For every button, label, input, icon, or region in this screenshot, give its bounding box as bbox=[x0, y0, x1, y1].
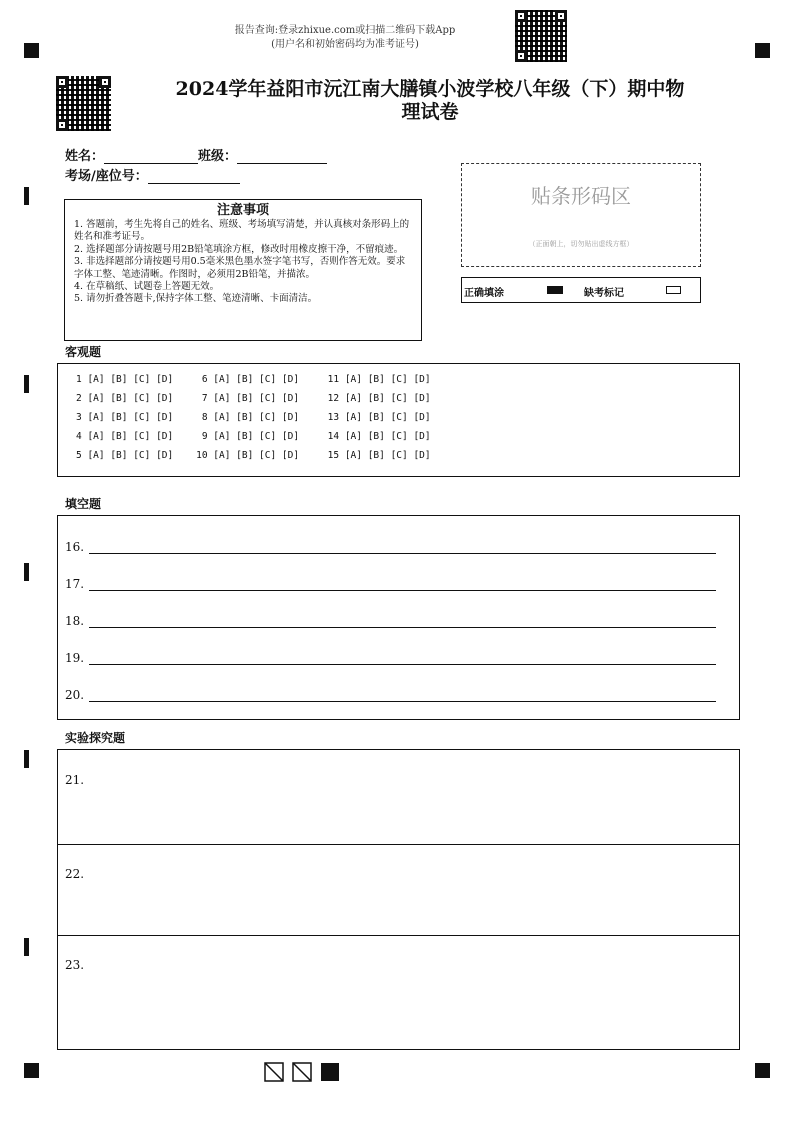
notice-heading: 注意事项 bbox=[216, 203, 269, 218]
question-number: 21. bbox=[65, 773, 85, 787]
question-number: 20. bbox=[65, 688, 85, 702]
experiment-box-22[interactable] bbox=[57, 844, 740, 936]
qr-code-download-app bbox=[515, 10, 567, 62]
question-number: 22. bbox=[65, 867, 85, 881]
page-title bbox=[120, 78, 740, 124]
fill-blank-item[interactable] bbox=[65, 540, 735, 556]
question-number: 23. bbox=[65, 958, 85, 972]
seat-label: 考场/座位号： bbox=[65, 169, 148, 184]
page-indicator bbox=[264, 1062, 344, 1084]
registration-mark-top-left bbox=[24, 43, 39, 58]
registration-mark-bottom-left bbox=[24, 1063, 39, 1078]
question-number: 16. bbox=[65, 540, 85, 554]
page-title-line-2: 理试卷 bbox=[401, 101, 459, 123]
name-field[interactable] bbox=[104, 149, 198, 164]
mc-answer-row[interactable]: 4 [A] [B] [C] [D] 9 [A] [B] [C] [D] 14 [A] [B] [C] [D] bbox=[76, 431, 431, 442]
fill-blank-item[interactable] bbox=[65, 577, 735, 593]
barcode-label: 贴条形码区 bbox=[531, 184, 631, 208]
absent-mark-label: 缺考标记 bbox=[584, 288, 624, 299]
side-mark bbox=[24, 563, 29, 581]
notice-box bbox=[64, 199, 422, 341]
notice-item: 2. 选择题部分请按题号用2B铅笔填涂方框，修改时用橡皮擦干净，不留痕迹。 bbox=[74, 243, 404, 255]
experiment-section-label: 实验探究题 bbox=[65, 731, 126, 745]
answer-line[interactable] bbox=[89, 627, 716, 628]
mc-answer-row[interactable]: 5 [A] [B] [C] [D] 10 [A] [B] [C] [D] 15 [A] [B] [C] [D] bbox=[76, 450, 431, 461]
answer-line[interactable] bbox=[89, 701, 716, 702]
mc-answer-row[interactable]: 1 [A] [B] [C] [D] 6 [A] [B] [C] [D] 11 [A] [B] [C] [D] bbox=[76, 374, 431, 385]
question-number: 19. bbox=[65, 651, 85, 665]
question-number: 18. bbox=[65, 614, 85, 628]
answer-line[interactable] bbox=[89, 553, 716, 554]
fill-blank-item[interactable] bbox=[65, 688, 735, 704]
barcode-hint: （正面朝上，切勿贴出虚线方框） bbox=[528, 240, 634, 248]
experiment-box-21[interactable] bbox=[57, 749, 740, 845]
side-mark bbox=[24, 375, 29, 393]
side-mark bbox=[24, 938, 29, 956]
notice-item: 5. 请勿折叠答题卡,保持字体工整、笔迹清晰、卡面清洁。 bbox=[74, 293, 318, 305]
page-title-line-1: 2024学年益阳市沅江南大膳镇小波学校八年级（下）期中物 bbox=[175, 78, 685, 100]
correct-fill-label: 正确填涂 bbox=[464, 288, 504, 299]
fill-blank-section-label: 填空题 bbox=[65, 497, 102, 511]
correct-fill-sample-icon bbox=[547, 286, 563, 294]
fill-blank-item[interactable] bbox=[65, 651, 735, 667]
registration-mark-bottom-right bbox=[755, 1063, 770, 1078]
fill-blank-item[interactable] bbox=[65, 614, 735, 630]
slash-box-icon bbox=[265, 1063, 283, 1081]
seat-field[interactable] bbox=[148, 169, 240, 184]
fill-legend bbox=[461, 277, 701, 303]
registration-mark-top-right bbox=[755, 43, 770, 58]
side-mark bbox=[24, 187, 29, 205]
class-field[interactable] bbox=[237, 149, 327, 164]
seat-row bbox=[65, 165, 240, 184]
absent-mark-checkbox[interactable] bbox=[666, 286, 681, 294]
report-query-note bbox=[200, 24, 490, 52]
objective-section-label: 客观题 bbox=[65, 345, 102, 359]
qr-code-student bbox=[56, 76, 111, 131]
mc-answer-row[interactable]: 2 [A] [B] [C] [D] 7 [A] [B] [C] [D] 12 [A] [B] [C] [D] bbox=[76, 393, 431, 404]
answer-line[interactable] bbox=[89, 590, 716, 591]
filled-box-icon bbox=[321, 1063, 339, 1081]
notice-item: 4. 在草稿纸、试题卷上答题无效。 bbox=[74, 281, 220, 293]
mc-answer-row[interactable]: 3 [A] [B] [C] [D] 8 [A] [B] [C] [D] 13 [A] [B] [C] [D] bbox=[76, 412, 431, 423]
experiment-box-23[interactable] bbox=[57, 935, 740, 1050]
side-mark bbox=[24, 750, 29, 768]
class-label: 班级： bbox=[198, 149, 238, 164]
barcode-area bbox=[461, 163, 701, 267]
report-query-line-1: 报告查询:登录zhixue.com或扫描二维码下载App bbox=[234, 25, 456, 36]
answer-line[interactable] bbox=[89, 664, 716, 665]
notice-item: 3. 非选择题部分请按题号用0.5毫米黑色墨水签字笔书写，否则作答无效。要求字体工整、笔迹清晰。作图时，必须用2B铅笔，并描浓。 bbox=[74, 256, 406, 280]
fill-blank-box bbox=[57, 515, 740, 720]
name-class-row bbox=[65, 145, 327, 164]
notice-item: 1. 答题前，考生先将自己的姓名、班级、考场填写清楚，并认真核对条形码上的姓名和准考证号。 bbox=[74, 219, 410, 243]
name-label: 姓名： bbox=[65, 149, 105, 164]
objective-answer-box bbox=[57, 363, 740, 477]
question-number: 17. bbox=[65, 577, 85, 591]
slash-box-icon bbox=[293, 1063, 311, 1081]
report-query-line-2: (用户名和初始密码均为准考证号) bbox=[271, 39, 419, 50]
